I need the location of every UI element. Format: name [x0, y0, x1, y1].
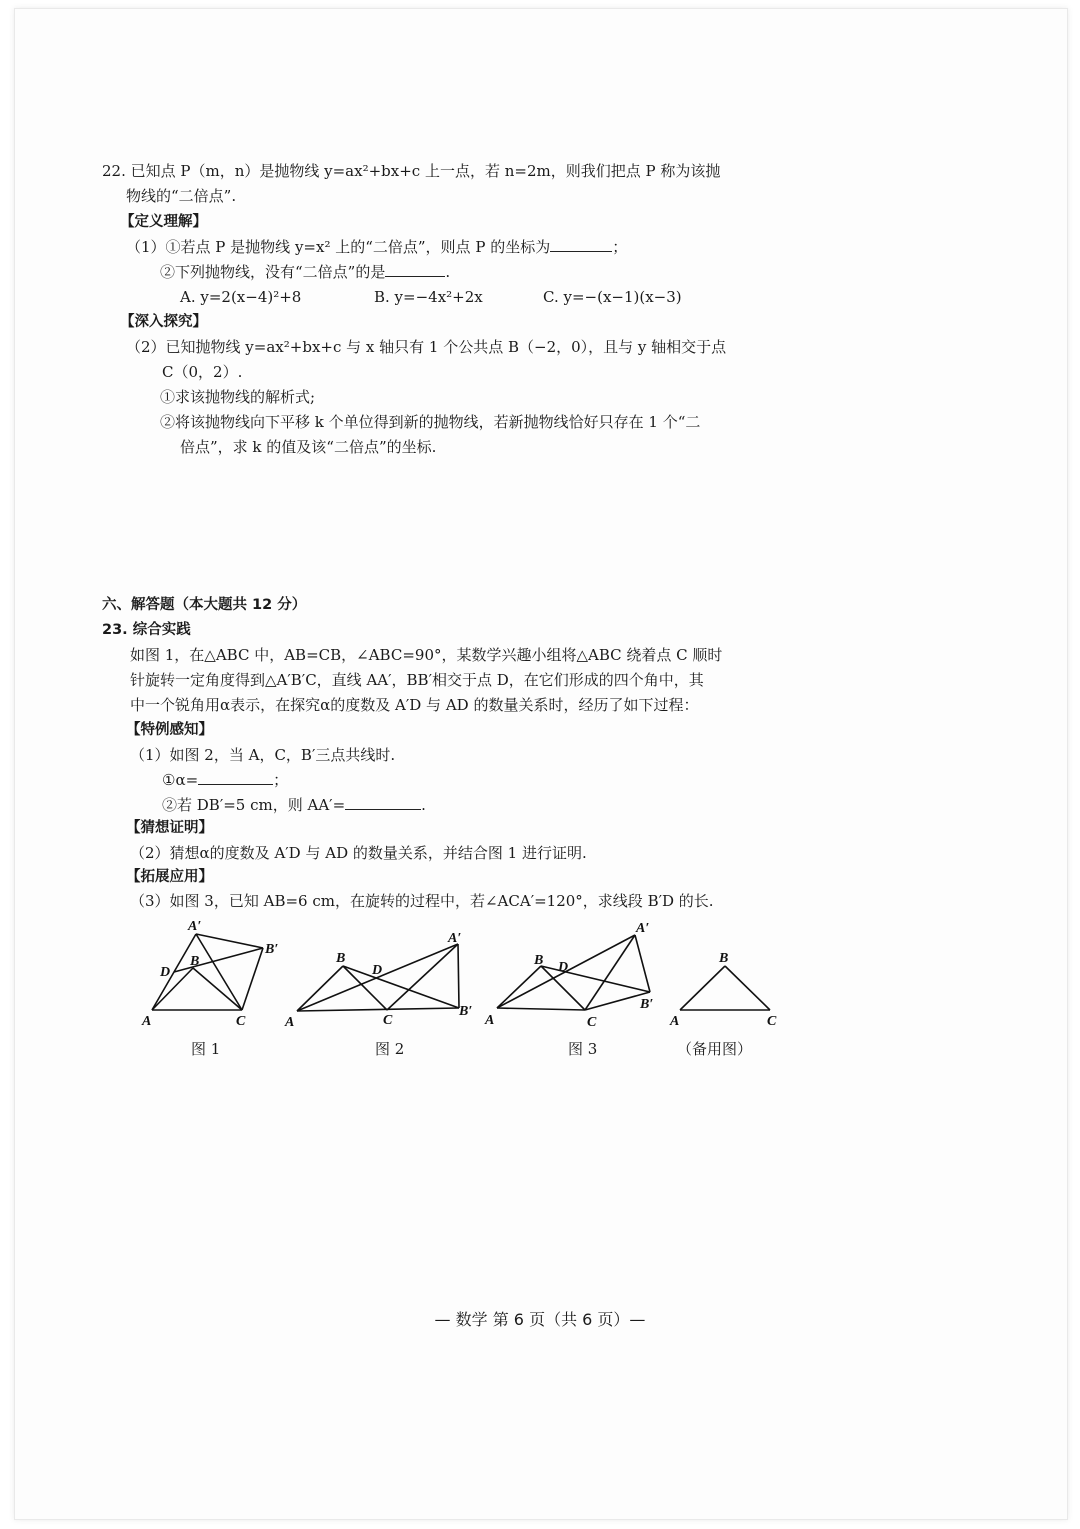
figure-1-caption: 图 1	[191, 1040, 221, 1058]
fig2-label-5: B′	[459, 1004, 473, 1019]
figure-spare-caption: （备用图）	[677, 1040, 753, 1058]
q22-heading-explore: 【深入探究】	[120, 314, 207, 330]
section6-title: 六、解答题（本大题共 12 分）	[102, 597, 307, 613]
q23-heading-special: 【特例感知】	[126, 722, 213, 738]
q23-part3: （3）如图 3，已知 AB=6 cm，在旋转的过程中，若∠ACA′=120°，求线段 B′D 的长.	[130, 892, 714, 910]
fig1-label-4: A	[142, 1014, 152, 1029]
fig3-label-2: D	[558, 960, 569, 975]
q22-part1b-text: ②下列抛物线，没有“二倍点”的是	[160, 263, 386, 281]
q22-heading-definition: 【定义理解】	[120, 214, 207, 230]
q22-part2-line2: C（0，2）.	[162, 363, 243, 381]
page-footer: — 数学 第 6 页（共 6 页）—	[434, 1310, 646, 1329]
q22-part2-i: ①求该抛物线的解析式;	[160, 388, 316, 406]
fig1-label-3: D	[160, 965, 171, 980]
q23-heading-application: 【拓展应用】	[126, 869, 213, 885]
q23-part1a-end: ；	[273, 771, 289, 789]
q22-option-a: A. y=2(x−4)²+8	[180, 288, 302, 306]
fig2-label-4: C	[383, 1013, 393, 1028]
q23-part1a-text: ①α=	[162, 771, 199, 789]
fig4-label-2: C	[767, 1014, 777, 1029]
figure-3-caption: 图 3	[568, 1040, 598, 1058]
q23-part2: （2）猜想α的度数及 A′D 与 AD 的数量关系，并结合图 1 进行证明.	[130, 844, 587, 862]
fig1-label-2: B	[190, 954, 200, 969]
fig3-label-3: B′	[640, 997, 654, 1012]
q22-part2-ii-line1: ②将该抛物线向下平移 k 个单位得到新的抛物线，若新抛物线恰好只存在 1 个“二	[160, 413, 701, 431]
q23-intro-line2: 针旋转一定角度得到△A′B′C，直线 AA′，BB′相交于点 D，在它们形成的四个角中，其	[130, 671, 704, 689]
q22-option-b: B. y=−4x²+2x	[374, 288, 483, 306]
q22-line1: 22. 已知点 P（m，n）是抛物线 y=ax²+bx+c 上一点，若 n=2m，则我们把点 P 称为该抛	[102, 162, 721, 180]
q23-intro-line3: 中一个锐角用α表示，在探究α的度数及 A′D 与 AD 的数量关系时，经历了如下过程：	[130, 696, 699, 714]
fig4-label-0: B	[719, 951, 729, 966]
fig3-label-1: B	[534, 953, 544, 968]
q22-option-c: C. y=−(x−1)(x−3)	[543, 288, 682, 306]
q22-part1a-end: ；	[612, 238, 628, 256]
q23-title: 23. 综合实践	[102, 622, 191, 638]
fig1-label-0: A′	[188, 919, 202, 934]
fig3-label-5: C	[587, 1015, 597, 1030]
q23-part1b-text: ②若 DB′=5 cm，则 AA′=	[162, 796, 346, 814]
fig2-label-3: A	[285, 1015, 295, 1030]
figure-2-caption: 图 2	[375, 1040, 405, 1058]
fig3-label-4: A	[485, 1013, 495, 1028]
q22-part1a-text: （1）①若点 P 是抛物线 y=x² 上的“二倍点”，则点 P 的坐标为	[126, 238, 551, 256]
fig4-label-1: A	[670, 1014, 680, 1029]
q22-part1b-end: .	[445, 263, 451, 281]
fig2-label-1: B	[336, 951, 346, 966]
fig3-label-0: A′	[636, 921, 650, 936]
fig1-label-1: B′	[265, 942, 279, 957]
q22-line2: 物线的“二倍点”.	[126, 187, 237, 205]
fig2-label-2: D	[372, 963, 383, 978]
q23-heading-conjecture: 【猜想证明】	[126, 820, 213, 836]
q23-part1: （1）如图 2，当 A，C，B′三点共线时.	[130, 746, 396, 764]
fig1-label-5: C	[236, 1014, 246, 1029]
q22-part2-line1: （2）已知抛物线 y=ax²+bx+c 与 x 轴只有 1 个公共点 B（−2，0），且与 y 轴相交于点	[126, 338, 727, 356]
fig2-label-0: A′	[448, 931, 462, 946]
q22-part2-ii-line2: 倍点”，求 k 的值及该“二倍点”的坐标.	[180, 438, 437, 456]
q23-part1b-end: .	[421, 796, 426, 814]
q23-intro-line1: 如图 1，在△ABC 中，AB=CB，∠ABC=90°，某数学兴趣小组将△ABC 绕着点 C 顺时	[130, 646, 723, 664]
